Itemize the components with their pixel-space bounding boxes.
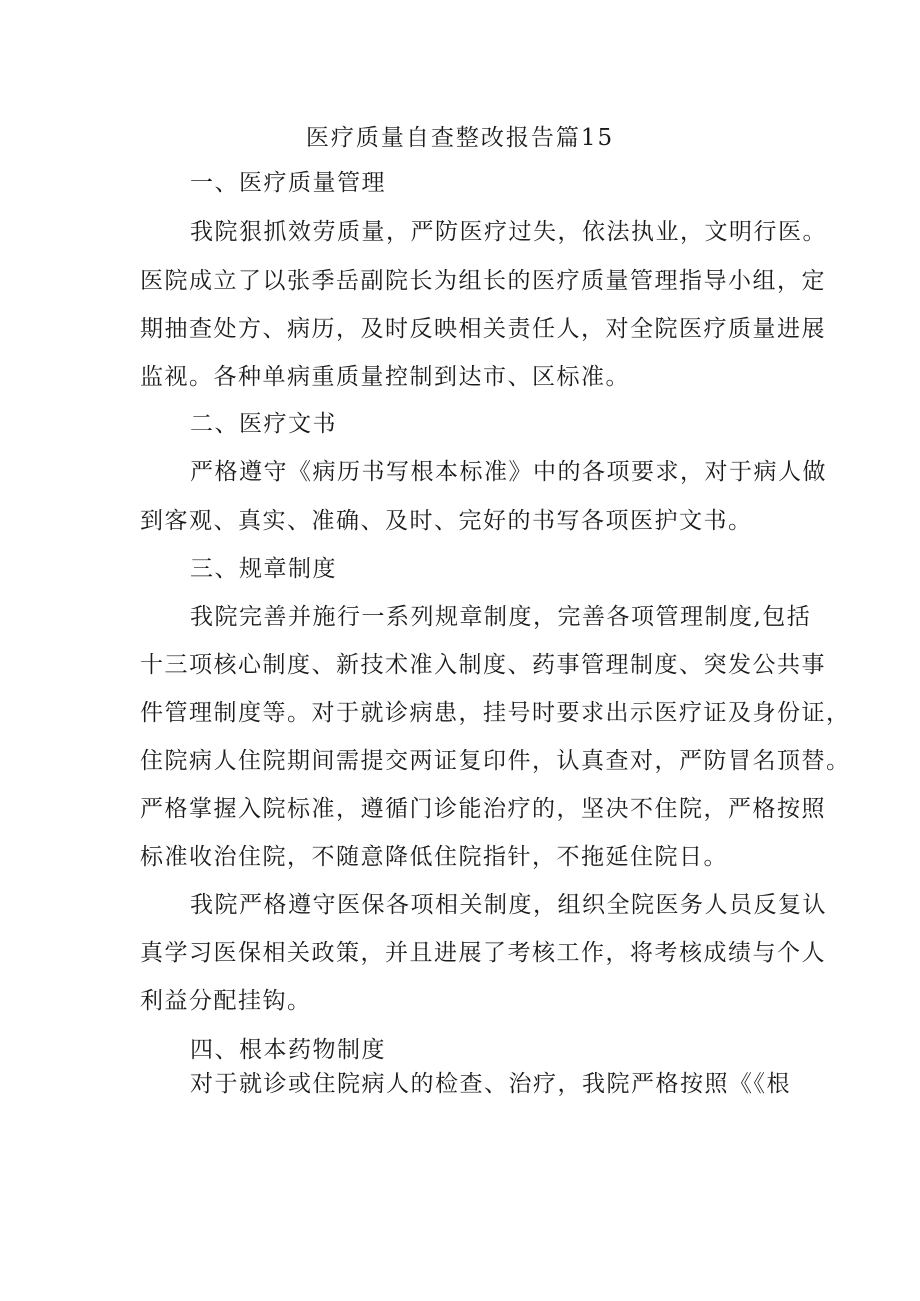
section-heading-2: 二、医疗文书 xyxy=(190,411,337,437)
paragraph-line: 十三项核心制度、新技术准入制度、药事管理制度、突发公共事 xyxy=(140,652,826,678)
section-heading-3: 三、规章制度 xyxy=(190,556,337,582)
paragraph-line: 到客观、真实、准确、及时、完好的书写各项医护文书。 xyxy=(140,508,753,534)
paragraph-line: 真学习医保相关政策，并且进展了考核工作，将考核成绩与个人 xyxy=(140,940,826,966)
section-heading-1: 一、医疗质量管理 xyxy=(190,170,386,196)
paragraph-line: 医院成立了以张季岳副院长为组长的医疗质量管理指导小组，定 xyxy=(140,268,826,294)
paragraph-line: 严格掌握入院标准，遵循门诊能治疗的，坚决不住院，严格按照 xyxy=(140,796,826,822)
paragraph-line: 住院病人住院期间需提交两证复印件，认真查对，严防冒名顶替。 xyxy=(140,748,851,774)
paragraph-line: 我院完善并施行一系列规章制度，完善各项管理制度,包括 xyxy=(190,604,812,630)
paragraph-line: 对于就诊或住院病人的检查、治疗，我院严格按照《《根 xyxy=(190,1071,791,1097)
paragraph-line: 监视。各种单病重质量控制到达市、区标准。 xyxy=(140,364,630,390)
paragraph-line: 我院严格遵守医保各项相关制度，组织全院医务人员反复认 xyxy=(190,892,827,918)
paragraph-line: 件管理制度等。对于就诊病患，挂号时要求出示医疗证及身份证， xyxy=(140,700,851,726)
paragraph-line: 期抽查处方、病历，及时反映相关责任人，对全院医疗质量进展 xyxy=(140,316,826,342)
section-heading-4: 四、根本药物制度 xyxy=(190,1037,386,1063)
paragraph-line: 标准收治住院，不随意降低住院指针，不拖延住院日。 xyxy=(140,844,728,870)
document-title: 医疗质量自查整改报告篇15 xyxy=(305,125,615,151)
paragraph-line: 利益分配挂钩。 xyxy=(140,988,312,1014)
paragraph-line: 严格遵守《病历书写根本标准》中的各项要求，对于病人做 xyxy=(190,459,827,485)
paragraph-line: 我院狠抓效劳质量，严防医疗过失，依法执业，文明行医。 xyxy=(190,219,827,245)
